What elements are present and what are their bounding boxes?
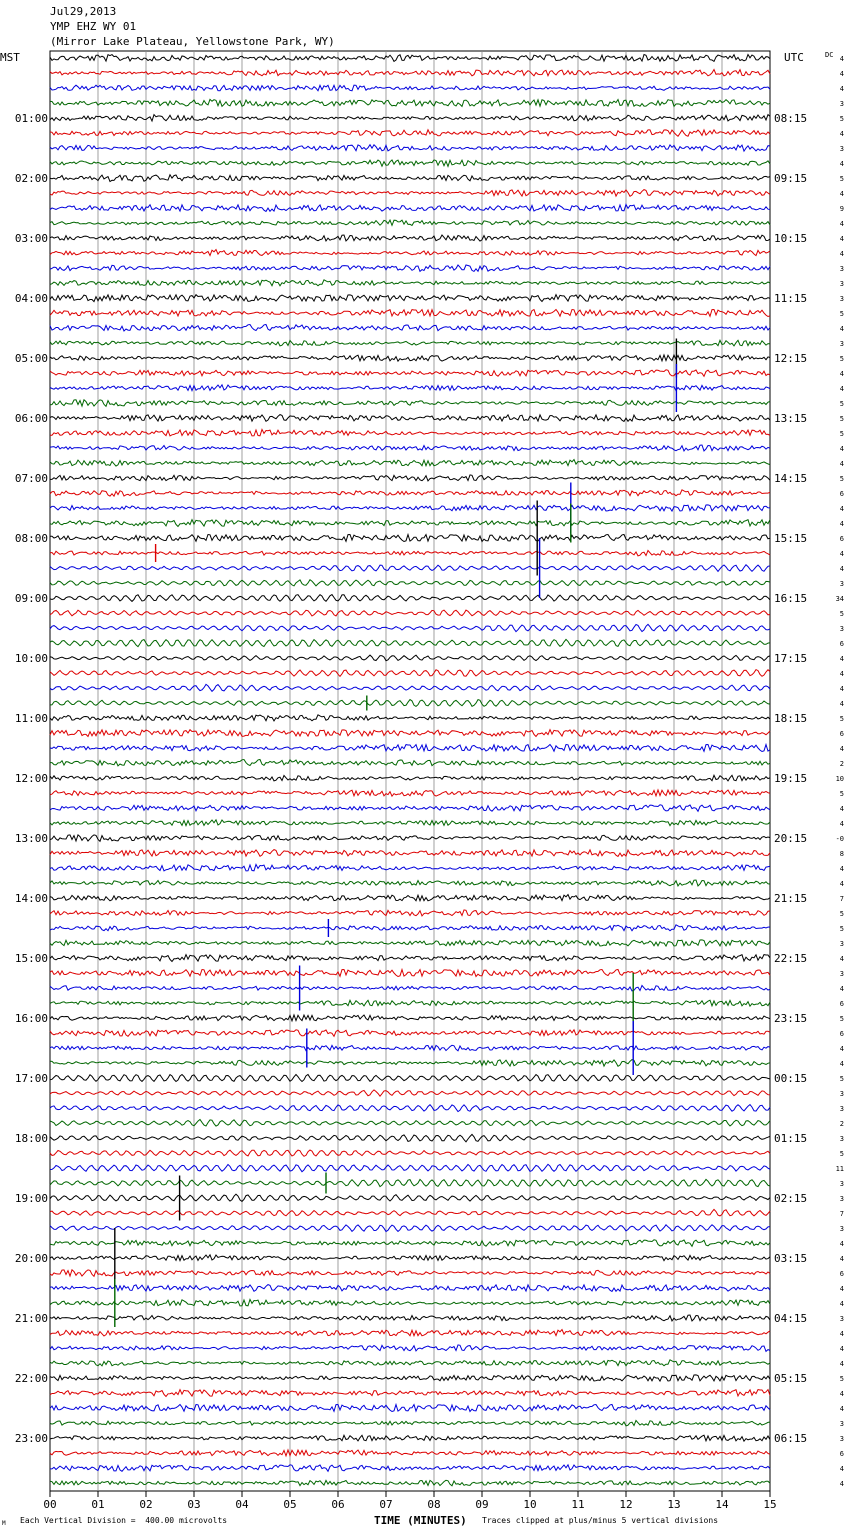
dc-offset-label: -0 (835, 835, 844, 843)
dc-offset-label: 4 (839, 880, 844, 888)
trace-row-58 (50, 925, 770, 931)
date-label: Jul29,2013 (50, 5, 117, 18)
trace-row-28 (50, 475, 770, 481)
trace-row-9 (50, 190, 770, 197)
right-hour-label: 16:15 (774, 592, 808, 605)
trace-row-29 (50, 490, 770, 496)
trace-row-80 (50, 1255, 770, 1261)
trace-row-49 (50, 790, 770, 796)
trace-row-84 (50, 1315, 770, 1321)
trace-row-53 (50, 850, 770, 857)
x-tick-label: 10 (523, 1498, 537, 1511)
dc-offset-label: 5 (839, 415, 844, 423)
trace-row-7 (50, 160, 770, 167)
trace-row-76 (50, 1194, 770, 1201)
dc-offset-label: 4 (839, 955, 844, 963)
dc-offset-label: 4 (839, 460, 844, 468)
trace-row-54 (50, 864, 770, 871)
right-hour-label: 03:15 (774, 1252, 808, 1265)
dc-offset-label: 7 (839, 1210, 844, 1218)
dc-offset-label: 4 (839, 565, 844, 573)
trace-row-24 (50, 415, 770, 422)
trace-row-81 (50, 1270, 770, 1277)
left-hour-label: 23:00 (14, 1432, 48, 1445)
left-hour-label: 22:00 (14, 1372, 48, 1385)
trace-row-70 (50, 1105, 770, 1112)
dc-offset-label: 4 (839, 250, 844, 258)
dc-offset-label: 4 (839, 550, 844, 558)
trace-row-19 (50, 340, 770, 346)
trace-row-64 (50, 1015, 770, 1021)
trace-row-79 (50, 1240, 770, 1247)
dc-offset-label: 4 (839, 1360, 844, 1368)
trace-row-21 (50, 370, 770, 377)
trace-row-17 (50, 310, 770, 317)
dc-offset-label: 6 (839, 490, 844, 498)
right-hour-label: 17:15 (774, 652, 808, 665)
dc-offset-label: 5 (839, 355, 844, 363)
dc-offset-label: 4 (839, 1480, 844, 1488)
x-tick-label: 11 (571, 1498, 585, 1511)
trace-row-33 (50, 551, 770, 556)
trace-row-18 (50, 325, 770, 332)
dc-offset-label: 3 (839, 940, 844, 948)
dc-offset-label: 3 (839, 1315, 844, 1323)
left-hour-label: 09:00 (14, 592, 48, 605)
left-hour-label: 14:00 (14, 892, 48, 905)
trace-row-26 (50, 445, 770, 451)
trace-row-47 (50, 760, 770, 766)
trace-row-32 (50, 535, 770, 542)
trace-row-34 (50, 565, 770, 572)
station-label: YMP EHZ WY 01 (50, 20, 137, 33)
trace-row-73 (50, 1150, 770, 1156)
x-tick-label: 15 (763, 1498, 777, 1511)
dc-offset-label: 5 (839, 925, 844, 933)
dc-offset-label: 4 (839, 190, 844, 198)
trace-row-87 (50, 1360, 770, 1366)
dc-offset-label: 3 (839, 295, 844, 303)
scale-note: Each Vertical Division = 400.00 microvolts (20, 1516, 228, 1525)
left-hour-label: 13:00 (14, 832, 48, 845)
left-hour-label: 20:00 (14, 1252, 48, 1265)
dc-offset-label: 4 (839, 370, 844, 378)
dc-offset-label: 4 (839, 1405, 844, 1413)
dc-offset-label: 4 (839, 700, 844, 708)
trace-row-8 (50, 175, 770, 182)
dc-offset-label: 4 (839, 985, 844, 993)
trace-row-72 (50, 1134, 770, 1141)
left-hour-label: 11:00 (14, 712, 48, 725)
trace-row-83 (50, 1299, 770, 1306)
trace-row-69 (50, 1090, 770, 1096)
dc-offset-label: 4 (839, 805, 844, 813)
trace-row-13 (50, 250, 770, 256)
x-tick-label: 00 (43, 1498, 57, 1511)
dc-offset-label: 4 (839, 505, 844, 513)
x-tick-label: 01 (91, 1498, 105, 1511)
dc-offset-label: 5 (839, 400, 844, 408)
trace-row-78 (50, 1225, 770, 1232)
dc-offset-label: 4 (839, 685, 844, 693)
trace-row-65 (50, 1030, 770, 1037)
left-hour-label: 12:00 (14, 772, 48, 785)
dc-offset-label: 3 (839, 970, 844, 978)
dc-offset-label: 4 (839, 1330, 844, 1338)
dc-offset-label: 4 (839, 235, 844, 243)
left-hour-label: 07:00 (14, 472, 48, 485)
trace-row-62 (50, 986, 770, 991)
dc-offset-label: 4 (839, 820, 844, 828)
right-hour-label: 08:15 (774, 112, 808, 125)
trace-row-88 (50, 1375, 770, 1381)
x-tick-label: 13 (667, 1498, 681, 1511)
left-hour-label: 15:00 (14, 952, 48, 965)
left-hour-label: 16:00 (14, 1012, 48, 1025)
right-hour-label: 02:15 (774, 1192, 808, 1205)
x-tick-label: 09 (475, 1498, 489, 1511)
trace-row-59 (50, 940, 770, 946)
dc-offset-label: 4 (839, 220, 844, 228)
dc-offset-label: 4 (839, 1240, 844, 1248)
left-axis-label: MST (0, 51, 20, 64)
trace-row-93 (50, 1450, 770, 1456)
dc-offset-label: 3 (839, 265, 844, 273)
dc-offset-label: 3 (839, 1090, 844, 1098)
dc-offset-label: 3 (839, 1180, 844, 1188)
trace-row-60 (50, 955, 770, 962)
dc-offset-label: 9 (839, 205, 844, 213)
left-hour-label: 08:00 (14, 532, 48, 545)
right-hour-label: 01:15 (774, 1132, 808, 1145)
dc-offset-label: 4 (839, 1060, 844, 1068)
dc-offset-label: 5 (839, 1375, 844, 1383)
trace-row-43 (50, 700, 770, 707)
right-hour-label: 20:15 (774, 832, 808, 845)
trace-row-30 (50, 505, 770, 511)
trace-row-67 (50, 1060, 770, 1067)
trace-row-41 (50, 670, 770, 677)
right-hour-label: 18:15 (774, 712, 808, 725)
x-tick-label: 06 (331, 1498, 345, 1511)
dc-offset-label: 5 (839, 910, 844, 918)
trace-row-48 (50, 775, 770, 781)
left-hour-label: 21:00 (14, 1312, 48, 1325)
dc-offset-label: 5 (839, 1075, 844, 1083)
trace-row-42 (50, 684, 770, 691)
dc-offset-label: 2 (839, 1120, 844, 1128)
dc-offset-label: 3 (839, 580, 844, 588)
trace-row-75 (50, 1179, 770, 1186)
trace-row-63 (50, 1000, 770, 1006)
x-tick-label: 04 (235, 1498, 249, 1511)
dc-offset-label: 4 (839, 70, 844, 78)
dc-offset-label: 5 (839, 310, 844, 318)
trace-row-2 (50, 85, 770, 91)
right-hour-label: 14:15 (774, 472, 808, 485)
dc-offset-label: 4 (839, 1465, 844, 1473)
trace-row-89 (50, 1390, 770, 1397)
trace-row-91 (50, 1421, 770, 1426)
trace-row-23 (50, 400, 770, 407)
dc-offset-label: 6 (839, 1270, 844, 1278)
x-tick-label: 12 (619, 1498, 633, 1511)
dc-offset-label: 4 (839, 130, 844, 138)
dc-offset-label: 3 (839, 145, 844, 153)
dc-offset-label: 3 (839, 100, 844, 108)
x-tick-label: 03 (187, 1498, 201, 1511)
dc-offset-label: 4 (839, 1255, 844, 1263)
dc-offset-label: 34 (835, 595, 844, 603)
trace-row-35 (50, 580, 770, 586)
dc-offset-label: 11 (835, 1165, 844, 1173)
dc-offset-label: 3 (839, 1420, 844, 1428)
x-tick-label: 05 (283, 1498, 297, 1511)
trace-row-22 (50, 385, 770, 391)
dc-offset-label: 4 (839, 745, 844, 753)
x-tick-label: 14 (715, 1498, 729, 1511)
trace-row-50 (50, 805, 770, 812)
dc-offset-label: 4 (839, 1300, 844, 1308)
right-hour-label: 05:15 (774, 1372, 808, 1385)
dc-offset-label: 6 (839, 1030, 844, 1038)
right-hour-label: 10:15 (774, 232, 808, 245)
trace-row-94 (50, 1465, 770, 1472)
dc-offset-label: 4 (839, 325, 844, 333)
dc-offset-label: 4 (839, 445, 844, 453)
right-hour-label: 13:15 (774, 412, 808, 425)
trace-row-15 (50, 280, 770, 286)
dc-offset-label: 2 (839, 760, 844, 768)
left-hour-label: 03:00 (14, 232, 48, 245)
x-axis-title: TIME (MINUTES) (374, 1514, 467, 1527)
dc-offset-label: 5 (839, 475, 844, 483)
clip-note: Traces clipped at plus/minus 5 vertical divisions (482, 1516, 719, 1525)
right-hour-label: 00:15 (774, 1072, 808, 1085)
right-hour-label: 19:15 (774, 772, 808, 785)
dc-offset-label: 3 (839, 1435, 844, 1443)
dc-offset-label: 3 (839, 625, 844, 633)
trace-row-14 (50, 265, 770, 271)
trace-row-55 (50, 880, 770, 886)
trace-row-74 (50, 1164, 770, 1171)
dc-offset-label: 3 (839, 340, 844, 348)
trace-row-52 (50, 835, 770, 841)
right-hour-label: 09:15 (774, 172, 808, 185)
dc-offset-label: 5 (839, 115, 844, 123)
trace-row-46 (50, 745, 770, 752)
trace-row-95 (50, 1480, 770, 1486)
trace-row-0 (50, 55, 770, 62)
dc-offset-label: 3 (839, 1195, 844, 1203)
trace-row-45 (50, 730, 770, 737)
trace-row-77 (50, 1209, 770, 1216)
trace-row-10 (50, 204, 770, 211)
trace-row-68 (50, 1075, 770, 1082)
dc-offset-label: 5 (839, 430, 844, 438)
x-tick-label: 07 (379, 1498, 393, 1511)
dc-offset-label: 3 (839, 1105, 844, 1113)
left-hour-label: 18:00 (14, 1132, 48, 1145)
dc-offset-label: 4 (839, 1390, 844, 1398)
dc-offset-label: 4 (839, 865, 844, 873)
x-tick-label: 08 (427, 1498, 441, 1511)
dc-offset-label: 5 (839, 715, 844, 723)
dc-offset-label: 5 (839, 1015, 844, 1023)
dc-offset-label: 4 (839, 385, 844, 393)
trace-row-40 (50, 655, 770, 661)
trace-row-31 (50, 520, 770, 527)
trace-row-20 (50, 355, 770, 361)
dc-offset-label: 4 (839, 85, 844, 93)
location-label: (Mirror Lake Plateau, Yellowstone Park, WY) (50, 35, 335, 48)
trace-row-36 (50, 595, 770, 602)
plot-frame (50, 51, 770, 1491)
trace-row-25 (50, 429, 770, 436)
right-hour-label: 04:15 (774, 1312, 808, 1325)
trace-row-1 (50, 70, 770, 76)
trace-row-37 (50, 610, 770, 616)
trace-row-71 (50, 1120, 770, 1127)
trace-row-4 (50, 115, 770, 121)
right-hour-label: 11:15 (774, 292, 808, 305)
right-hour-label: 15:15 (774, 532, 808, 545)
dc-offset-label: 4 (839, 670, 844, 678)
trace-row-82 (50, 1285, 770, 1292)
right-hour-label: 22:15 (774, 952, 808, 965)
trace-row-56 (50, 895, 770, 901)
left-hour-label: 19:00 (14, 1192, 48, 1205)
trace-row-85 (50, 1330, 770, 1337)
dc-offset-label: 3 (839, 1135, 844, 1143)
right-hour-label: 06:15 (774, 1432, 808, 1445)
trace-row-86 (50, 1345, 770, 1352)
trace-row-27 (50, 460, 770, 467)
x-tick-label: 02 (139, 1498, 153, 1511)
right-hour-label: 12:15 (774, 352, 808, 365)
dc-offset-label: 3 (839, 280, 844, 288)
dc-offset-label: 4 (839, 160, 844, 168)
dc-offset-label: 10 (835, 775, 844, 783)
dc-offset-label: 5 (839, 790, 844, 798)
left-hour-label: 06:00 (14, 412, 48, 425)
trace-row-92 (50, 1435, 770, 1441)
dc-offset-label: 4 (839, 1285, 844, 1293)
left-hour-label: 01:00 (14, 112, 48, 125)
corner-mark: M (2, 1520, 6, 1527)
right-hour-label: 21:15 (774, 892, 808, 905)
dc-offset-label: 6 (839, 730, 844, 738)
trace-row-5 (50, 130, 770, 137)
dc-offset-label: 4 (839, 655, 844, 663)
dc-offset-label: 6 (839, 640, 844, 648)
trace-row-12 (50, 235, 770, 241)
dc-offset-label: 7 (839, 895, 844, 903)
dc-label: DC (825, 51, 834, 59)
trace-row-39 (50, 639, 770, 646)
dc-offset-label: 6 (839, 1450, 844, 1458)
dc-offset-label: 3 (839, 1225, 844, 1233)
left-hour-label: 10:00 (14, 652, 48, 665)
right-axis-label: UTC (784, 51, 804, 64)
left-hour-label: 04:00 (14, 292, 48, 305)
trace-row-61 (50, 970, 770, 977)
trace-row-6 (50, 145, 770, 151)
dc-offset-label: 6 (839, 535, 844, 543)
dc-offset-label: 4 (839, 1045, 844, 1053)
dc-offset-label: 4 (839, 520, 844, 528)
trace-row-11 (50, 220, 770, 225)
dc-offset-label: 5 (839, 1150, 844, 1158)
trace-row-57 (50, 910, 770, 916)
left-hour-label: 02:00 (14, 172, 48, 185)
dc-offset-label: 5 (839, 610, 844, 618)
trace-row-66 (50, 1045, 770, 1051)
left-hour-label: 05:00 (14, 352, 48, 365)
dc-offset-label: 8 (839, 850, 844, 858)
trace-row-44 (50, 715, 770, 721)
dc-offset-label: 4 (839, 1345, 844, 1353)
trace-row-16 (50, 295, 770, 302)
dc-offset-label: 4 (839, 55, 844, 63)
dc-offset-label: 5 (839, 175, 844, 183)
right-hour-label: 23:15 (774, 1012, 808, 1025)
trace-row-38 (50, 624, 770, 631)
dc-offset-label: 6 (839, 1000, 844, 1008)
trace-row-3 (50, 99, 770, 106)
trace-row-51 (50, 820, 770, 826)
trace-row-90 (50, 1405, 770, 1412)
left-hour-label: 17:00 (14, 1072, 48, 1085)
